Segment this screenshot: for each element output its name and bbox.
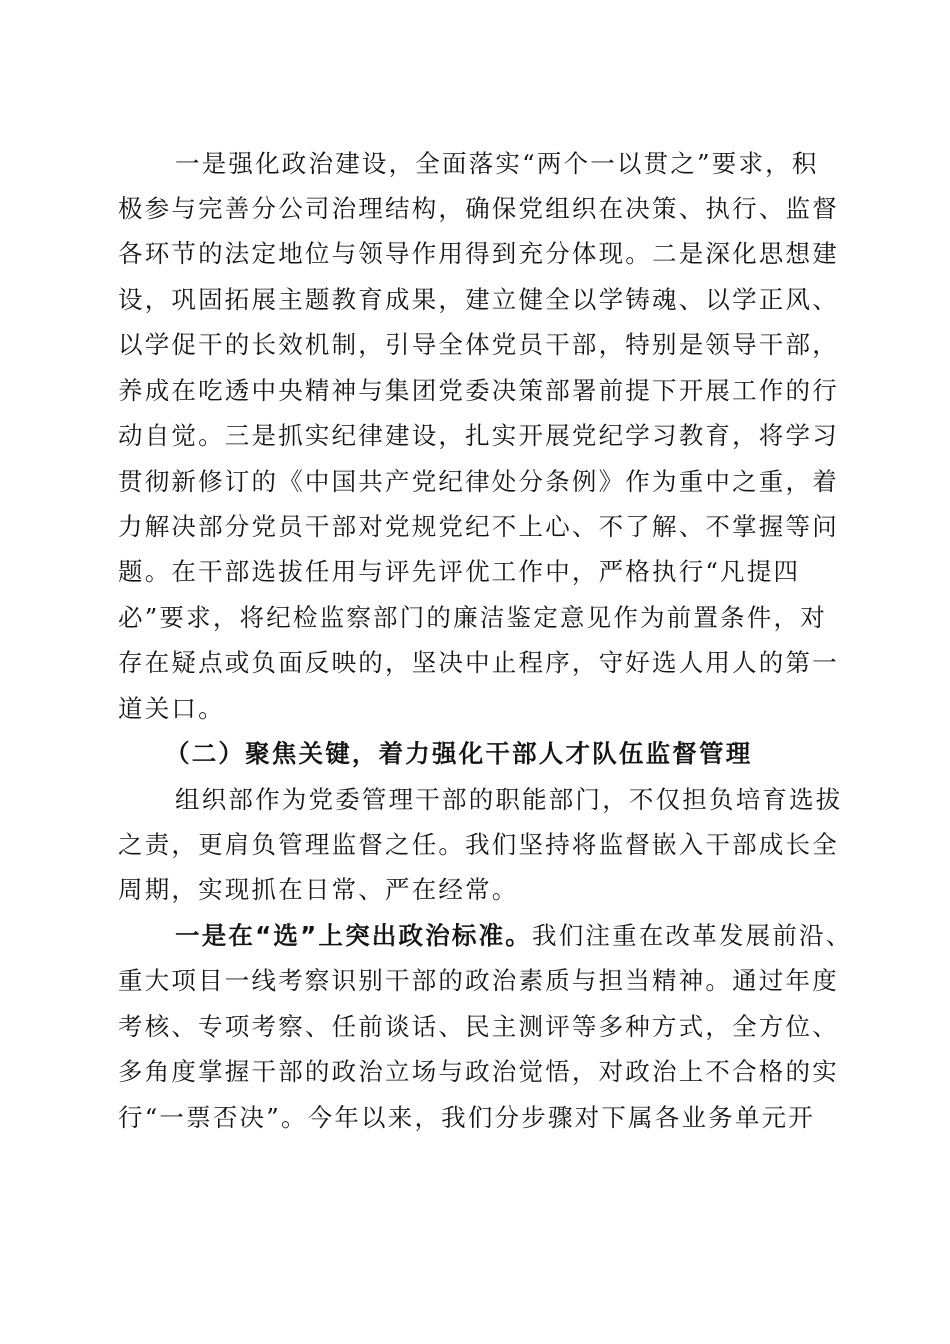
paragraph-3-line-3: 考核、专项考察、任前谈话、民主测评等多种方式，全方位、 (118, 1012, 839, 1041)
paragraph-1-line-7: 动自觉。三是抓实纪律建设，扎实开展党纪学习教育，将学习 (118, 421, 839, 450)
paragraph-1-line-8: 贯彻新修订的《中国共产党纪律处分条例》作为重中之重，着 (118, 467, 839, 496)
paragraph-3-line-1-rest: 我们注重在改革发展前沿、 (532, 921, 853, 950)
paragraph-3-line-4: 多角度掌握干部的政治立场与政治觉悟，对政治上不合格的实 (118, 1057, 839, 1086)
paragraph-2-line-2: 之责，更肩负管理监督之任。我们坚持将监督嵌入干部成长全 (118, 830, 839, 859)
paragraph-1-line-12: 存在疑点或负面反映的，坚决中止程序，守好选人用人的第一 (118, 648, 839, 677)
paragraph-1-line-9: 力解决部分党员干部对党规党纪不上心、不了解、不掌握等问 (118, 512, 839, 541)
paragraph-2-line-1: 组织部作为党委管理干部的职能部门，不仅担负培育选拔 (175, 785, 843, 814)
paragraph-1-line-11: 必”要求，将纪检监察部门的廉洁鉴定意见作为前置条件，对 (118, 603, 827, 632)
paragraph-1-line-1: 一是强化政治建设，全面落实“两个一以贯之”要求，积 (175, 149, 819, 178)
paragraph-2-line-3: 周期，实现抓在日常、严在经常。 (118, 875, 519, 904)
paragraph-3-line-2: 重大项目一线考察识别干部的政治素质与担当精神。通过年度 (118, 966, 839, 995)
paragraph-3-line-5: 行“一票否决”。今年以来，我们分步骤对下属各业务单元开 (118, 1103, 815, 1132)
paragraph-1-line-10: 题。在干部选拔任用与评先评优工作中，严格执行“凡提四 (118, 557, 801, 586)
paragraph-1-line-4: 设，巩固拓展主题教育成果，建立健全以学铸魂、以学正风、 (118, 285, 839, 314)
paragraph-1-line-5: 以学促干的长效机制，引导全体党员干部，特别是领导干部， (118, 330, 839, 359)
paragraph-3-lead: 一是在“选”上突出政治标准。 (175, 921, 533, 950)
paragraph-1-line-3: 各环节的法定地位与领导作用得到充分体现。二是深化思想建 (118, 239, 839, 268)
section-heading: （二）聚焦关键，着力强化干部人才队伍监督管理 (165, 739, 753, 768)
paragraph-1-line-6: 养成在吃透中央精神与集团党委决策部署前提下开展工作的行 (118, 376, 839, 405)
paragraph-1-line-2: 极参与完善分公司治理结构，确保党组织在决策、执行、监督 (118, 194, 839, 223)
paragraph-1-line-13: 道关口。 (118, 694, 225, 723)
paragraph-3-line-1 (175, 916, 852, 956)
